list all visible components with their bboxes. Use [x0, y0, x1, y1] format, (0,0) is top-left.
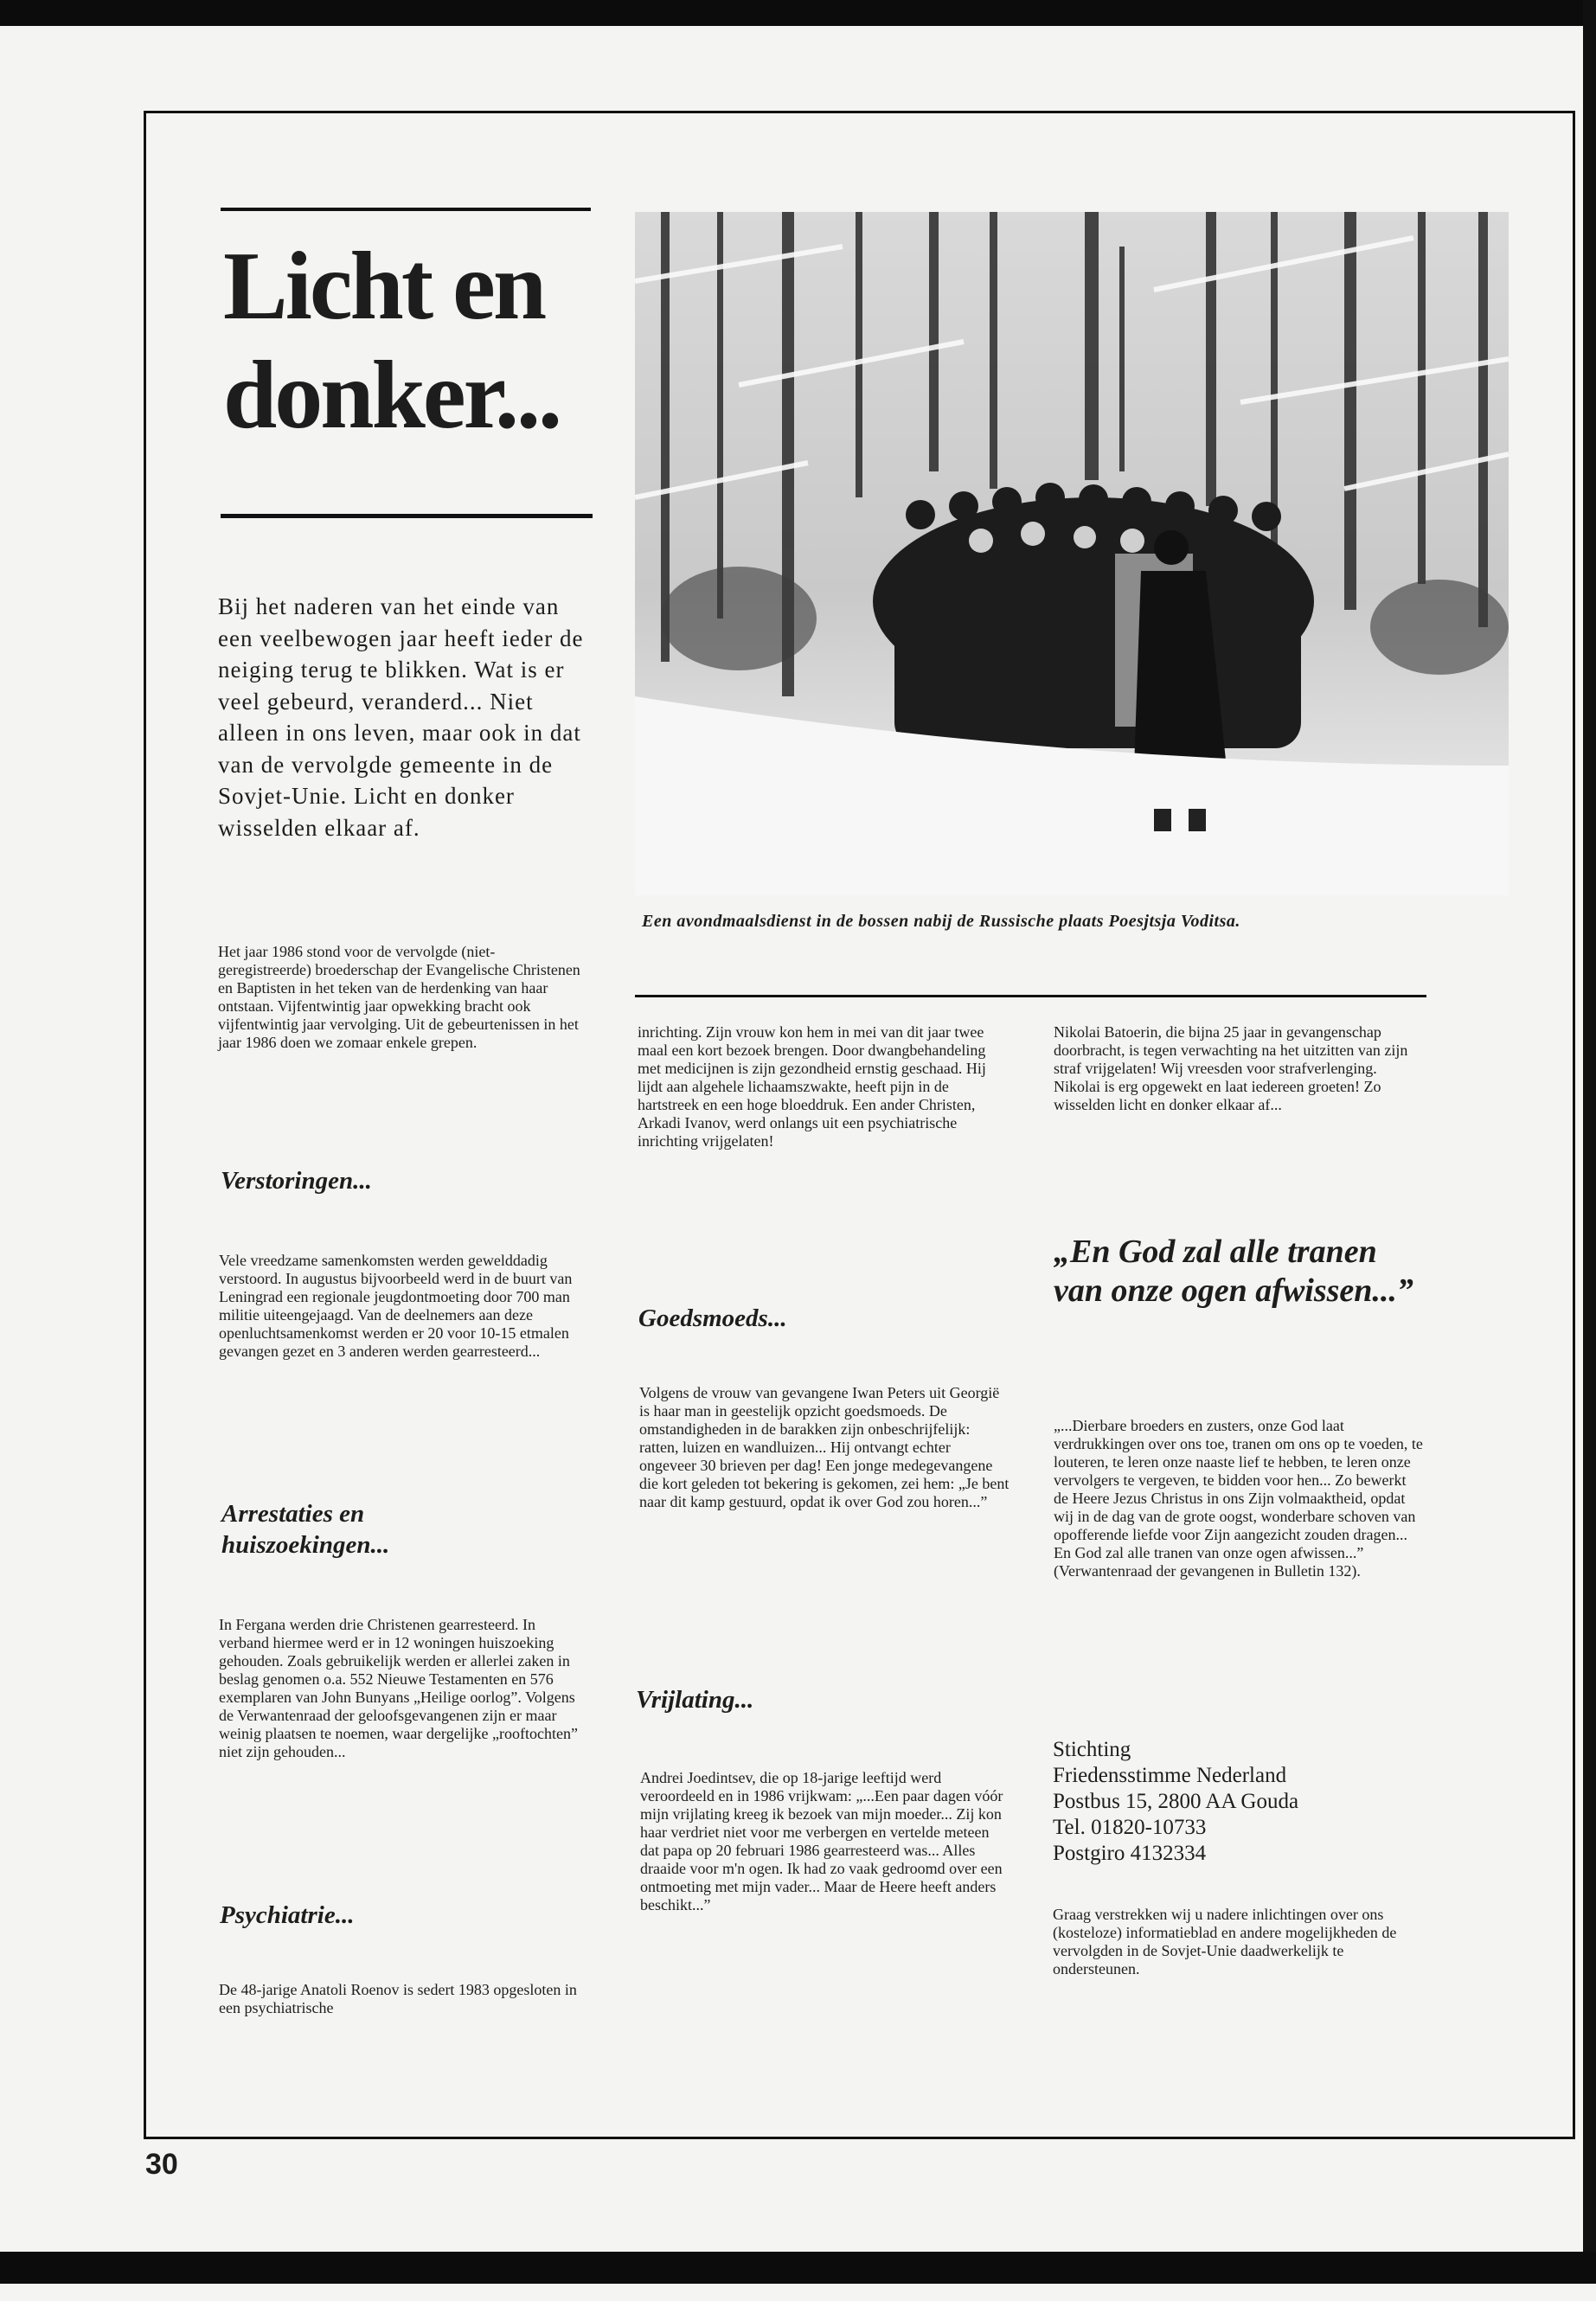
quote-paragraph: „...Dierbare broeders en zusters, onze God laat verdrukkingen over ons toe, tranen om ons op te voeden, te louteren, te leren onze naaste lief te hebben, te leren onze vervolgers te vergeven, te bidden voor hen... Zo bewerkt de Heere Jezus Christus in ons Zijn volmaaktheid, opdat wij in de dag van de grote oogst, wonderbare schoven van opofferende liefde voor Zijn aangezicht zouden dragen... En God zal alle tranen van onze ogen afwissen...” (Verwantenraad der gevangenen in Bulletin 132). [1054, 1417, 1423, 1580]
goedsmoeds-heading: Goedsmoeds... [638, 1304, 787, 1332]
arrestaties-heading-line-2: huiszoekingen... [221, 1531, 390, 1559]
title-line-1: Licht en [223, 233, 545, 340]
address-line-2: Friedensstimme Nederland [1053, 1764, 1287, 1787]
psychiatrie-continued: inrichting. Zijn vrouw kon hem in mei van dit jaar twee maal een kort bezoek brengen. Door dwangbehandeling met medicijnen is zijn gezondheid ernstig geschaad. Hij lijdt aan algehele lichaamszwakte, heeft pijn in de hartstreek en een hoge bloeddruk. Een ander Christen, Arkadi Ivanov, werd onlangs uit een psychiatrische inrichting vrijgelaten! [638, 1023, 986, 1150]
arrestaties-paragraph: In Fergana werden drie Christenen gearresteerd. In verband hiermee werd er in 12 woningen huiszoeking gehouden. Zoals gebruikelijk werden er allerlei zaken in beslag genomen o.a. 552 Nieuwe Testamenten en 576 exemplaren van John Bunyans „Heilige oorlog”. Volgens de Verwantenraad der geloofsgevangenen zijn er maar weinig plaatsen te noemen, waar dergelijke „rooftochten” niet zijn gehouden... [219, 1616, 578, 1760]
bottom-scan-border [0, 2252, 1596, 2284]
quote-heading: „En God zal alle tranen van onze ogen afwissen...” [1054, 1234, 1413, 1309]
arrestaties-heading [221, 1498, 585, 1561]
address-line-3: Postbus 15, 2800 AA Gouda [1053, 1790, 1299, 1813]
intro-paragraph: Het jaar 1986 stond voor de vervolgde (niet-geregistreerde) broederschap der Evangelische Christenen en Baptisten in het teken van de herdenking van haar ontstaan. Vijfentwintig jaar opwekking bracht ook vijfentwintig jaar vervolging. Uit de gebeurtenissen in het jaar 1986 doen we zomaar enkele grepen. [218, 943, 580, 1051]
right-scan-border [1583, 0, 1596, 2284]
vrijlating-heading: Vrijlating... [636, 1686, 754, 1714]
address-line-5: Postgiro 4132334 [1053, 1842, 1207, 1865]
article-title [223, 232, 595, 450]
page-number: 30 [145, 2148, 178, 2181]
footer-note: Graag verstrekken wij u nadere inlichtingen over ons (kosteloze) informatieblad en andere mogelijkheden de vervolgden in de Sovjet-Unie daadwerkelijk te ondersteunen. [1053, 1906, 1397, 1977]
address-line-4: Tel. 01820-10733 [1053, 1816, 1207, 1839]
photo-caption: Een avondmaalsdienst in de bossen nabij de Russische plaats Poesjtsja Voditsa. [642, 912, 1240, 931]
verstoringen-paragraph: Vele vreedzame samenkomsten werden gewelddadig verstoord. In augustus bijvoorbeeld werd in de buurt van Leningrad een regionale jeugdontmoeting door 700 man militie uiteengejaagd. Van de deelnemers aan deze openluchtsamenkomst werden er 20 voor 10-15 etmalen gevangen gezet en 3 anderen werden gearresteerd... [219, 1252, 573, 1360]
psychiatrie-heading: Psychiatrie... [220, 1901, 355, 1929]
arrestaties-heading-line-1: Arrestaties en [221, 1500, 365, 1528]
caption-rule [635, 995, 1426, 997]
psychiatrie-paragraph: De 48-jarige Anatoli Roenov is sedert 1983 opgesloten in een psychiatrische [219, 1981, 577, 2016]
vrijlating-paragraph: Andrei Joedintsev, die op 18-jarige leeftijd werd veroordeeld en in 1986 vrijkwam: „...Een paar dagen vóór mijn vrijlating kreeg ik bezoek van mijn moeder... Zij kon haar verdriet niet voor me verbergen en vertelde meteen dat papa op 20 februari 1986 gearresteerd was... Alles draaide voor m'n ogen. Ik had zo vaak gedroomd over een ontmoeting met mijn vader... Maar de Heere heeft anders beschikt...” [640, 1769, 1003, 1913]
address-line-1: Stichting [1053, 1738, 1131, 1761]
batoerin-paragraph: Nikolai Batoerin, die bijna 25 jaar in gevangenschap doorbracht, is tegen verwachting na het uitzitten van zijn straf vrijgelaten! Wij vreesden voor strafverlenging. Nikolai is erg opgewekt en laat iedereen groeten! Zo wisselden licht en donker elkaar af... [1054, 1023, 1408, 1113]
title-line-2: donker... [223, 342, 561, 449]
goedsmoeds-paragraph: Volgens de vrouw van gevangene Iwan Peters uit Georgië is haar man in geestelijk opzicht goedsmoeds. De omstandigheden in de barakken zijn onbeschrijfelijk: ratten, luizen en wandluizen... Hij ontvangt echter ongeveer 30 brieven per dag! Een jonge medegevangene die kort geleden tot bekering is gekomen, zei hem: „Je bent naar dit kamp gestuurd, opdat ik over God zou horen...” [639, 1384, 1010, 1510]
title-top-rule [221, 208, 591, 211]
lead-paragraph: Bij het naderen van het einde van een veelbewogen jaar heeft ieder de neiging terug te blikken. Wat is er veel gebeurd, veranderd... Niet alleen in ons leven, maar ook in dat van de vervolgde gemeente in de Sovjet-Unie. Licht en donker wisselden elkaar af. [218, 593, 584, 841]
top-scan-border [0, 0, 1596, 26]
title-bottom-rule [221, 514, 593, 518]
forest-gathering-photo [635, 212, 1509, 895]
address-block [1053, 1737, 1433, 1867]
verstoringen-heading: Verstoringen... [221, 1167, 372, 1195]
